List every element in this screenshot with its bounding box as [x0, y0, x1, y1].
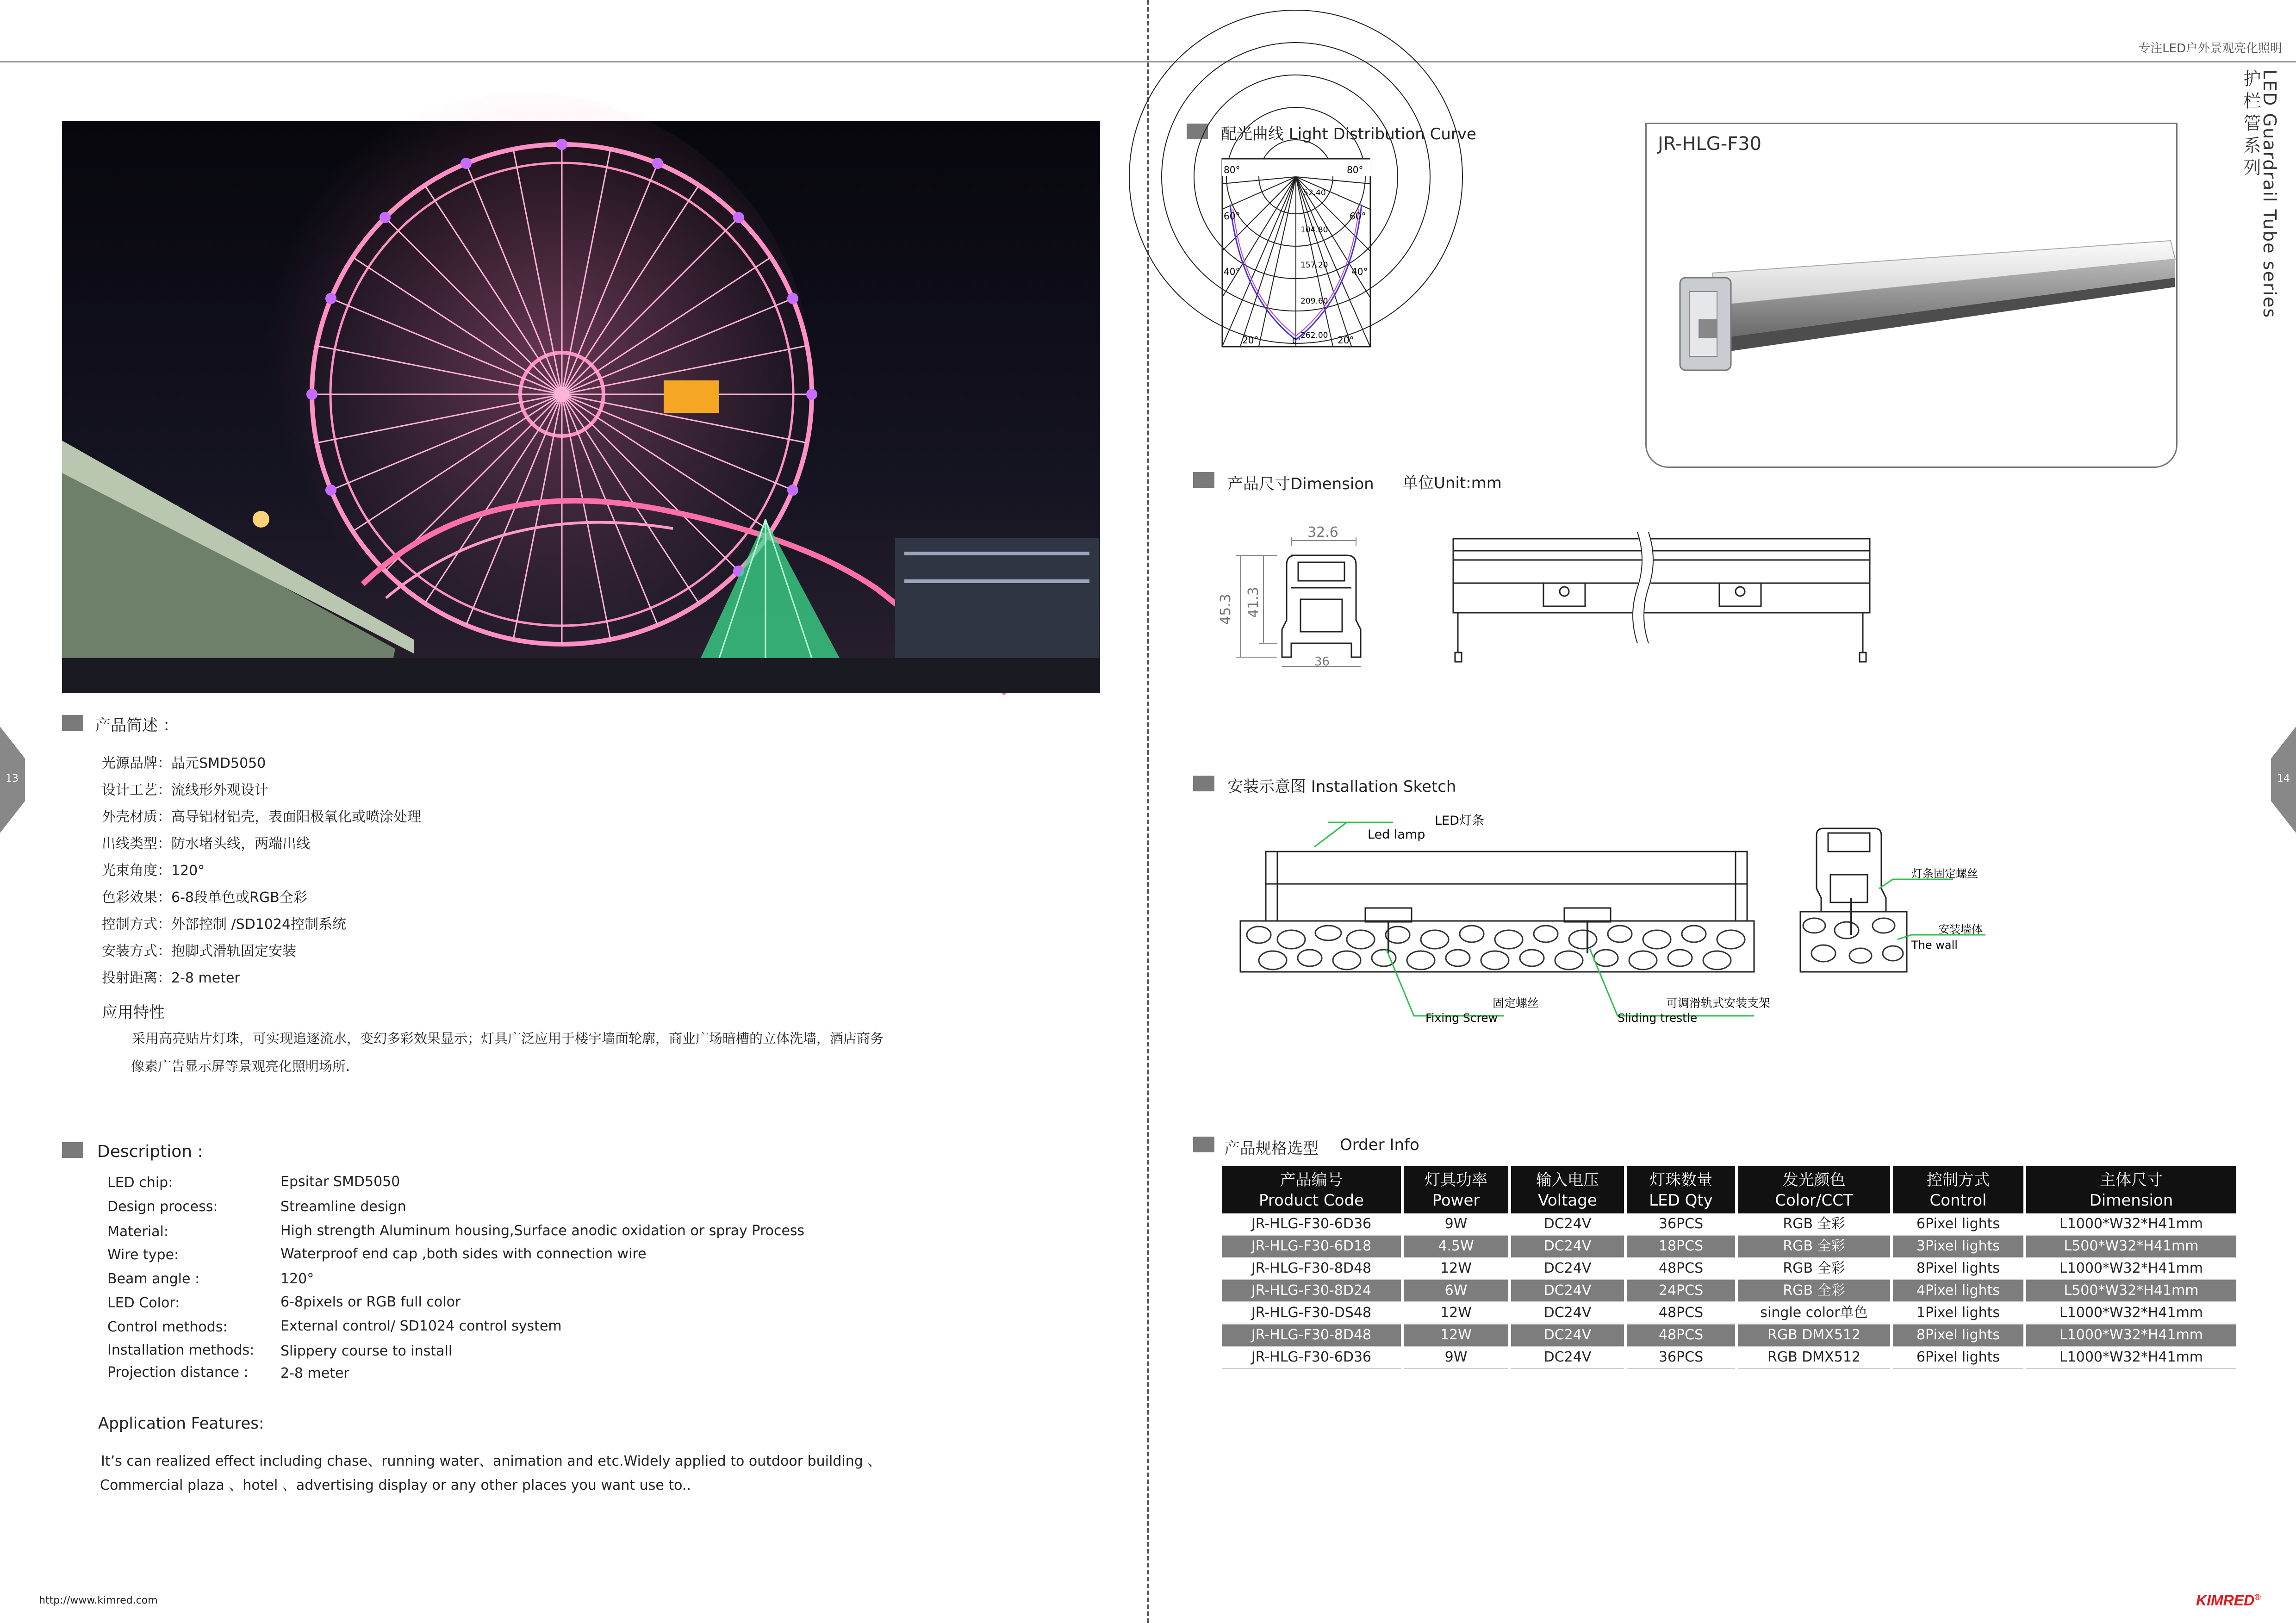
cell-dimension: L1000*W32*H41mm	[2025, 1324, 2236, 1346]
cell-led-qty: 48PCS	[1625, 1302, 1736, 1324]
cell-product-code: JR-HLG-F30-6D36	[1222, 1213, 1402, 1235]
installation-side-sketch	[1796, 819, 2009, 981]
desc-label: LED chip:	[107, 1175, 173, 1191]
angle-label: 60°	[1224, 211, 1240, 222]
desc-value: 6-8pixels or RGB full color	[280, 1294, 461, 1310]
desc-label: Material:	[107, 1224, 168, 1240]
dim-width-bottom: 36	[1314, 655, 1330, 669]
side-title-en: LED Guardrail Tube series	[2259, 69, 2280, 319]
spec-line: 设计工艺：流线形外观设计	[102, 782, 268, 798]
cell-voltage: DC24V	[1510, 1280, 1625, 1302]
cell-product-code: JR-HLG-F30-8D48	[1222, 1324, 1402, 1346]
cell-control: 3Pixel lights	[1892, 1235, 2025, 1257]
angle-label: 80°	[1224, 164, 1240, 175]
order-title-cn: 产品规格选型	[1224, 1139, 1319, 1158]
angle-label: 20°	[1242, 335, 1259, 346]
spec-line: 光束角度：120°	[102, 863, 205, 879]
table-row	[1222, 1280, 2236, 1302]
cell-color: RGB 全彩	[1736, 1213, 1892, 1235]
cell-dimension: L500*W32*H41mm	[2025, 1280, 2236, 1302]
desc-label: LED Color:	[107, 1295, 180, 1311]
cell-color: RGB DMX512	[1736, 1324, 1892, 1346]
angle-label: 60°	[1350, 211, 1366, 222]
installation-sketch	[1240, 801, 1796, 1041]
cell-product-code: JR-HLG-F30-DS48	[1222, 1302, 1402, 1324]
cell-product-code: JR-HLG-F30-6D36	[1222, 1346, 1402, 1368]
page-number-right: 14	[2277, 773, 2290, 784]
cell-color: RGB 全彩	[1736, 1280, 1892, 1302]
angle-label: 40°	[1224, 266, 1240, 277]
table-row	[1222, 1257, 2236, 1280]
cell-power: 12W	[1402, 1257, 1510, 1280]
desc-label: Design process:	[107, 1199, 218, 1215]
cell-color: RGB 全彩	[1736, 1235, 1892, 1257]
table-row	[1222, 1346, 2236, 1368]
column-header: 输入电压 Voltage	[1510, 1166, 1625, 1213]
cell-control: 6Pixel lights	[1892, 1213, 2025, 1235]
order-info-table	[1222, 1166, 2236, 1369]
page-number-left: 13	[6, 773, 19, 784]
cross-section-drawing	[1218, 518, 1379, 676]
cell-led-qty: 36PCS	[1625, 1213, 1736, 1235]
label-trestle-cn: 可调滑轨式安装支架	[1666, 996, 1771, 1010]
desc-label: Wire type:	[107, 1247, 179, 1263]
side-title-cn: 护栏管系列	[2240, 69, 2261, 180]
cell-led-qty: 48PCS	[1625, 1257, 1736, 1280]
dim-height-inner: 41.3	[1245, 587, 1262, 618]
light-curve-title: 配光曲线 Light Distribution Curve	[1221, 125, 1476, 143]
desc-label: Control methods:	[107, 1319, 228, 1335]
description-title: Description :	[97, 1142, 203, 1161]
desc-label: Installation methods:	[107, 1342, 255, 1358]
column-header: 灯具功率 Power	[1402, 1166, 1510, 1213]
cell-dimension: L500*W32*H41mm	[2025, 1235, 2236, 1257]
label-led-lamp-en: Led lamp	[1368, 827, 1425, 842]
application-title: Application Features:	[98, 1414, 264, 1433]
radial-label: 52.40	[1303, 188, 1326, 198]
cell-product-code: JR-HLG-F30-6D18	[1222, 1235, 1402, 1257]
summary-title: 产品简述 ：	[95, 716, 179, 735]
angle-label: 40°	[1351, 266, 1368, 277]
spec-line: 光源品牌：晶元SMD5050	[102, 755, 266, 771]
footer-url[interactable]: http://www.kimred.com	[39, 1595, 158, 1606]
section-marker	[1193, 1137, 1214, 1152]
section-marker	[1193, 472, 1214, 488]
desc-value: Waterproof end cap ,both sides with connection wire	[280, 1246, 647, 1262]
application-text: It’s can realized effect including chase、running water、animation and etc.Widely applied to outdoor building 、	[101, 1453, 882, 1469]
cell-product-code: JR-HLG-F30-8D24	[1222, 1280, 1402, 1302]
angle-label: 20°	[1338, 335, 1354, 346]
table-row	[1222, 1213, 2236, 1235]
cell-voltage: DC24V	[1510, 1324, 1625, 1346]
cell-power: 9W	[1402, 1346, 1510, 1368]
cell-power: 9W	[1402, 1213, 1510, 1235]
cell-voltage: DC24V	[1510, 1235, 1625, 1257]
column-header: 灯珠数量 LED Qty	[1625, 1166, 1736, 1213]
cell-led-qty: 36PCS	[1625, 1346, 1736, 1368]
model-name: JR-HLG-F30	[1658, 133, 1762, 155]
spec-line: 安装方式：抱脚式滑轨固定安装	[102, 943, 296, 959]
label-screw-en: Fixing Screw	[1425, 1011, 1498, 1025]
cell-voltage: DC24V	[1510, 1302, 1625, 1324]
cell-color: RGB 全彩	[1736, 1257, 1892, 1280]
cell-power: 6W	[1402, 1280, 1510, 1302]
label-led-lamp-cn: LED灯条	[1435, 814, 1484, 828]
radial-label: 104.80	[1300, 225, 1328, 235]
angle-label: 80°	[1347, 164, 1363, 175]
cell-product-code: JR-HLG-F30-8D48	[1222, 1257, 1402, 1280]
dimension-title: 产品尺寸Dimension	[1227, 475, 1374, 493]
table-row	[1222, 1324, 2236, 1346]
column-header: 控制方式 Control	[1892, 1166, 2025, 1213]
radial-label: 262.00	[1300, 331, 1328, 340]
spec-line: 投射距离：2-8 meter	[102, 970, 240, 986]
radial-label: 209.60	[1300, 297, 1328, 306]
label-screw-cn: 固定螺丝	[1493, 996, 1539, 1010]
cell-power: 12W	[1402, 1302, 1510, 1324]
cell-control: 4Pixel lights	[1892, 1280, 2025, 1302]
desc-label: Projection distance :	[107, 1364, 249, 1380]
desc-value: High strength Aluminum housing,Surface anodic oxidation or spray Process	[280, 1223, 805, 1239]
radial-label: 157.20	[1300, 261, 1328, 270]
application-text: Commercial plaza 、hotel 、advertising display or any other places you want use to..	[100, 1477, 691, 1493]
desc-label: Beam angle :	[107, 1271, 200, 1287]
column-header: 发光颜色 Color/CCT	[1736, 1166, 1892, 1213]
dim-width-top: 32.6	[1307, 524, 1338, 541]
cell-voltage: DC24V	[1510, 1213, 1625, 1235]
section-marker	[62, 1142, 83, 1158]
cell-dimension: L1000*W32*H41mm	[2025, 1213, 2236, 1235]
desc-value: Epsitar SMD5050	[280, 1174, 400, 1190]
column-header: 主体尺寸 Dimension	[2025, 1166, 2236, 1213]
features-title: 应用特性	[102, 1003, 165, 1022]
spec-line: 色彩效果：6-8段单色或RGB全彩	[102, 889, 307, 906]
header-slogan: 专注LED户外景观亮化照明	[2138, 42, 2282, 56]
section-marker	[62, 715, 83, 731]
center-fold-line	[1147, 0, 1149, 1623]
installation-title: 安装示意图 Installation Sketch	[1227, 777, 1456, 796]
cell-dimension: L1000*W32*H41mm	[2025, 1257, 2236, 1280]
label-wall-cn: 安装墙体	[1938, 923, 1983, 936]
cell-voltage: DC24V	[1510, 1257, 1625, 1280]
side-view-drawing	[1449, 532, 1879, 671]
desc-value: External control/ SD1024 control system	[280, 1318, 562, 1334]
cell-control: 1Pixel lights	[1892, 1302, 2025, 1324]
spec-line: 外壳材质：高导铝材铝壳，表面阳极氧化或喷涂处理	[102, 809, 421, 825]
desc-value: Slippery course to install	[280, 1343, 453, 1359]
cell-control: 6Pixel lights	[1892, 1346, 2025, 1368]
cell-color: single color单色	[1736, 1302, 1892, 1324]
label-side-screw-cn: 灯条固定螺丝	[1911, 867, 1978, 880]
brand-name: KIMRED	[2196, 1592, 2255, 1609]
order-title-en: Order Info	[1340, 1136, 1419, 1154]
cell-power: 12W	[1402, 1324, 1510, 1346]
cell-control: 8Pixel lights	[1892, 1257, 2025, 1280]
spec-line: 控制方式：外部控制 /SD1024控制系统	[102, 916, 347, 933]
desc-value: 120°	[280, 1271, 314, 1287]
label-trestle-en: Sliding trestle	[1618, 1011, 1698, 1025]
cell-dimension: L1000*W32*H41mm	[2025, 1346, 2236, 1368]
cell-color: RGB DMX512	[1736, 1346, 1892, 1368]
cell-power: 4.5W	[1402, 1235, 1510, 1257]
table-header-row	[1222, 1166, 2236, 1213]
dimension-unit: 单位Unit:mm	[1402, 474, 1502, 492]
table-row	[1222, 1302, 2236, 1324]
polar-light-curve	[1222, 158, 1371, 347]
desc-value: 2-8 meter	[280, 1365, 349, 1381]
dim-height-outer: 45.3	[1218, 594, 1234, 625]
cell-led-qty: 24PCS	[1625, 1280, 1736, 1302]
cell-voltage: DC24V	[1510, 1346, 1625, 1368]
features-text: 像素广告显示屏等景观亮化照明场所.	[131, 1058, 350, 1074]
table-row	[1222, 1235, 2236, 1257]
section-marker	[1193, 776, 1214, 791]
column-header: 产品编号 Product Code	[1222, 1166, 1402, 1213]
spec-line: 出线类型：防水堵头线，两端出线	[102, 836, 310, 852]
cell-led-qty: 48PCS	[1625, 1324, 1736, 1346]
guardrail-tube-render	[1671, 231, 2180, 384]
ferris-wheel-photo	[62, 121, 1100, 693]
cell-led-qty: 18PCS	[1625, 1235, 1736, 1257]
brand-reg: ®	[2254, 1592, 2261, 1602]
label-wall-en: The wall	[1911, 939, 1958, 951]
angle-label: 0°	[1292, 336, 1301, 345]
features-text: 采用高亮贴片灯珠，可实现追逐流水，变幻多彩效果显示；灯具广泛应用于楼宇墙面轮廓，商业广场暗槽的立体洗墙，酒店商务	[132, 1031, 884, 1046]
desc-value: Streamline design	[280, 1199, 406, 1215]
cell-dimension: L1000*W32*H41mm	[2025, 1302, 2236, 1324]
brand-logo	[2196, 1592, 2260, 1609]
cell-control: 8Pixel lights	[1892, 1324, 2025, 1346]
